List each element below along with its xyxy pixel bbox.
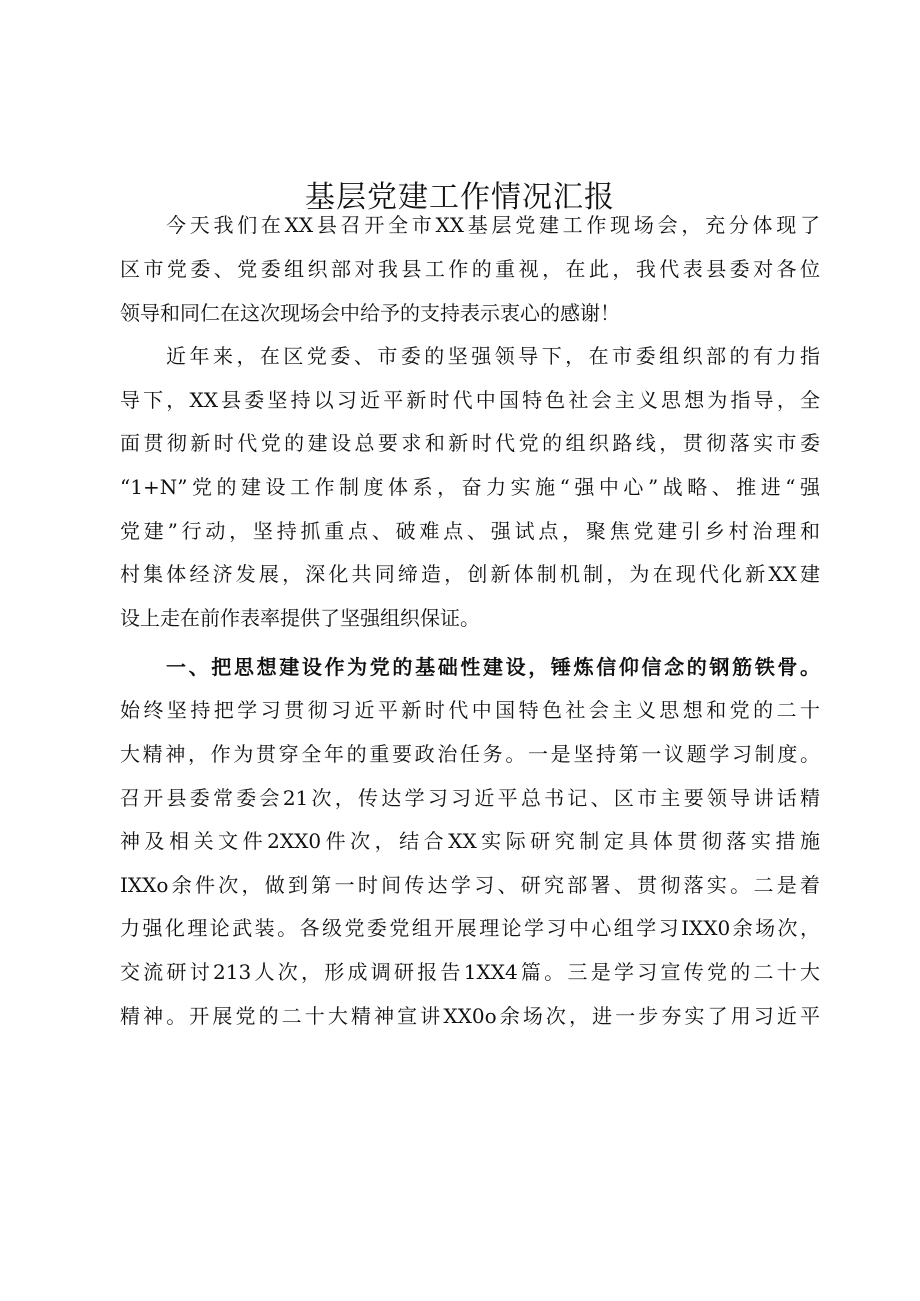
paragraph-line: 村集体经济发展，深化共同缔造，创新体制机制，为在现代化新XX建 [120, 562, 820, 586]
paragraph-line: 领导和同仁在这次现场会中给予的支持表示衷心的感谢！ [120, 301, 620, 325]
paragraph-line: 党建”行动，坚持抓重点、破难点、强试点，聚焦党建引乡村治理和 [120, 519, 820, 543]
paragraph-line: 交流研讨213人次，形成调研报告1XX4篇。三是学习宣传党的二十大 [120, 960, 820, 984]
paragraph-line: 力强化理论武装。各级党委党组开展理论学习中心组学习IXX0余场次， [120, 916, 820, 940]
paragraph-line: 始终坚持把学习贯彻习近平新时代中国特色社会主义思想和党的二十 [120, 698, 820, 722]
paragraph-line: “1+N”党的建设工作制度体系，奋力实施“强中心”战略、推进“强 [120, 475, 820, 499]
paragraph-line: 面贯彻新时代党的建设总要求和新时代党的组织路线，贯彻落实市委 [120, 431, 820, 455]
paragraph-line: 召开县委常委会21次，传达学习习近平总书记、区市主要领导讲话精 [120, 786, 820, 810]
paragraph-line: 导下，XX县委坚持以习近平新时代中国特色社会主义思想为指导，全 [120, 388, 820, 412]
paragraph-line: IXXo余件次，做到第一时间传达学习、研究部署、贯彻落实。二是着 [120, 873, 820, 897]
paragraph-line: 今天我们在XX县召开全市XX基层党建工作现场会，充分体现了 [166, 213, 820, 237]
paragraph-line: 神及相关文件2XX0件次，结合XX实际研究制定具体贯彻落实措施 [120, 829, 820, 853]
paragraph-line: 设上走在前作表率提供了坚强组织保证。 [120, 606, 480, 630]
paragraph-line: 大精神，作为贯穿全年的重要政治任务。一是坚持第一议题学习制度。 [120, 742, 820, 766]
section-heading: 一、把思想建设作为党的基础性建设，锤炼信仰信念的钢筋铁骨。 [166, 655, 820, 679]
paragraph-line: 区市党委、党委组织部对我县工作的重视，在此，我代表县委对各位 [120, 257, 820, 281]
paragraph-line: 近年来，在区党委、市委的坚强领导下，在市委组织部的有力指 [166, 344, 820, 368]
document-title: 基层党建工作情况汇报 [305, 180, 615, 215]
paragraph-line: 精神。开展党的二十大精神宣讲XX0o余场次，进一步夯实了用习近平 [120, 1004, 820, 1028]
